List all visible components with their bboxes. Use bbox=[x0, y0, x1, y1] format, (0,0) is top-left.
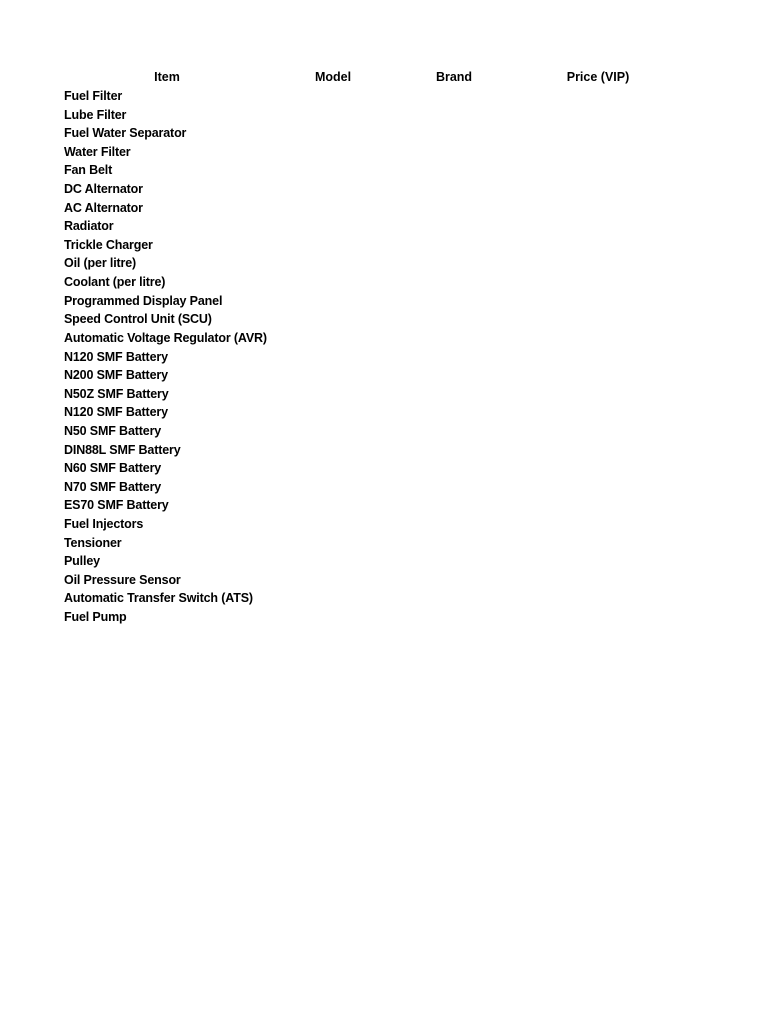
table-row: Tensioner bbox=[64, 535, 122, 550]
table-row: Fuel Pump bbox=[64, 610, 127, 625]
table-row: Speed Control Unit (SCU) bbox=[64, 312, 212, 327]
table-row: Coolant (per litre) bbox=[64, 275, 166, 290]
table-row: N120 SMF Battery bbox=[64, 405, 168, 420]
table-row: N50 SMF Battery bbox=[64, 423, 162, 438]
table-row: N200 SMF Battery bbox=[64, 368, 168, 383]
table-row: Automatic Voltage Regulator (AVR) bbox=[64, 330, 267, 345]
column-header-item: Item bbox=[154, 70, 180, 84]
table-row: Water Filter bbox=[64, 144, 131, 159]
table-row: Oil Pressure Sensor bbox=[64, 572, 181, 587]
table-row: Lube Filter bbox=[64, 107, 127, 122]
table-row: Fuel Filter bbox=[64, 89, 123, 103]
table-row: N60 SMF Battery bbox=[64, 461, 162, 476]
table-row: Fan Belt bbox=[64, 163, 113, 178]
table-header-row bbox=[0, 68, 768, 86]
table-row: ES70 SMF Battery bbox=[64, 498, 169, 513]
table-row: N50Z SMF Battery bbox=[64, 386, 169, 401]
table-row: Radiator bbox=[64, 219, 114, 234]
table-row: Fuel Injectors bbox=[64, 517, 144, 532]
table-row: Pulley bbox=[64, 554, 100, 569]
table-row: Automatic Transfer Switch (ATS) bbox=[64, 591, 253, 606]
table-row: N120 SMF Battery bbox=[64, 349, 168, 364]
table-row: Trickle Charger bbox=[64, 237, 153, 252]
table-body bbox=[64, 87, 744, 627]
table-row: N70 SMF Battery bbox=[64, 479, 162, 494]
column-header-brand: Brand bbox=[435, 70, 473, 84]
table-row: DIN88L SMF Battery bbox=[64, 442, 181, 457]
table-row: DC Alternator bbox=[64, 182, 143, 197]
table-row: AC Alternator bbox=[64, 200, 143, 215]
table-row: Oil (per litre) bbox=[64, 256, 137, 271]
column-header-price: Price (VIP) bbox=[566, 70, 630, 84]
table-row: Programmed Display Panel bbox=[64, 293, 223, 308]
column-header-model: Model bbox=[314, 70, 352, 84]
table-row: Fuel Water Separator bbox=[64, 126, 187, 141]
